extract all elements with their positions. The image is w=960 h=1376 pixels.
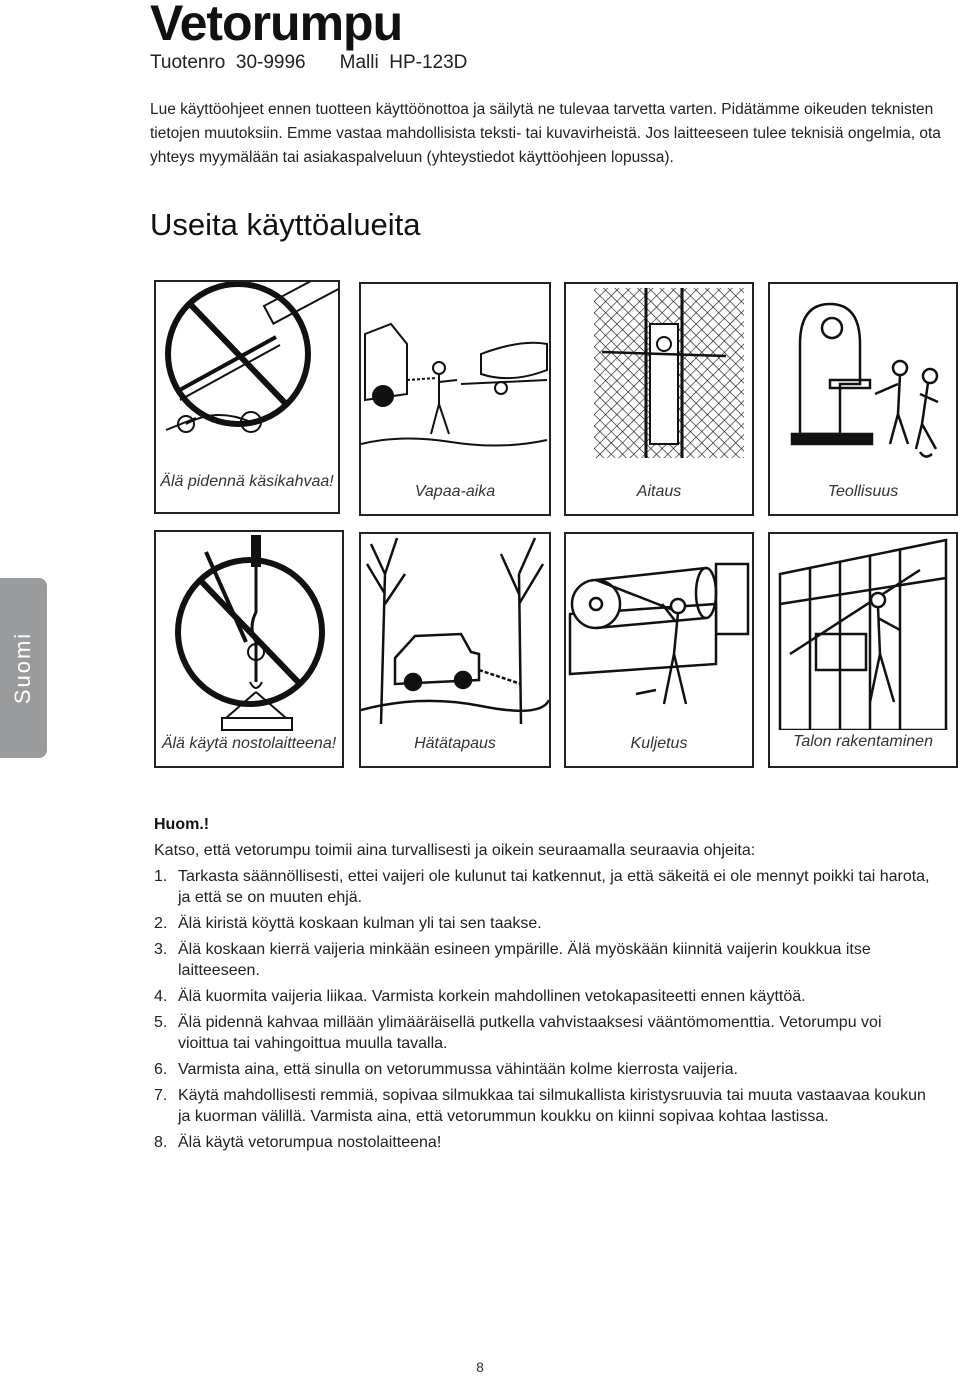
note-intro: Katso, että vetorumpu toimii aina turvallisesti ja oikein seuraamalla seuraavia ohjeita: [154,842,756,859]
language-tab-label: Suomi [10,631,35,705]
note-title: Huom.! [154,816,210,833]
caption-leisure: Vapaa-aika [414,483,496,500]
list-item: 5. Älä pidennä kahvaa millään ylimääräisellä putkella vahvistaaksesi vääntömomenttia. Vetorumpu voi vioittua tai vahingoittua muulla tavalla. [154,1014,882,1052]
panel-industry [768,282,958,516]
list-item: 4. Älä kuormita vaijeria liikaa. Varmista korkein mahdollinen vetokapasiteetti ennen käyttöä. [154,988,806,1005]
section-heading: Useita käyttöalueita [150,207,421,242]
truck-load-icon [566,534,752,730]
caption-emergency: Hätätapaus [414,735,496,752]
panel-house-building [768,532,958,768]
language-tab [0,578,47,758]
page-number: 8 [476,1359,484,1375]
caption-industry: Teollisuus [827,483,899,500]
caption-no-extended-handle: Älä pidennä käsikahvaa! [160,473,334,490]
panel-emergency [359,532,551,768]
caption-no-lifting: Älä käytä nostolaitteena! [161,735,337,752]
fence-icon [566,284,752,464]
list-item: 2. Älä kiristä köyttä koskaan kulman yli tai sen taakse. [154,915,542,932]
list-item: 6. Varmista aina, että sinulla on vetorummussa vähintään kolme kierrosta vaijeria. [154,1061,738,1078]
industrial-machine-icon [770,284,956,464]
panel-no-lifting [154,530,344,768]
page-title: Vetorumpu [150,0,403,51]
list-item: 3. Älä koskaan kierrä vaijeria minkään esineen ympärille. Älä myöskään kiinnitä vaijerin koukkua itse laitteeseen. [154,941,871,979]
panel-fence [564,282,754,516]
no-lifting-icon [156,532,342,732]
panel-no-extended-handle [154,280,340,514]
intro-text: Lue käyttöohjeet ennen tuotteen käyttöönottoa ja säilytä ne tulevaa tarvetta varten. Pidätämme oikeuden teknisten tietojen muutoksiin. Emme vastaa mahdollisista teksti- tai kuvavirheistä. Jos laitteeseen tulee teknisiä ongelmia, ota yhteys myymälään tai asiakaspalveluun (yhteystiedot käyttöohjeen lopussa). [150,101,941,166]
product-number: Tuotenro 30-9996 [150,52,306,73]
caption-fence: Aitaus [636,483,682,500]
no-extended-handle-icon [156,282,338,462]
panel-leisure [359,282,551,516]
caption-transport: Kuljetus [630,735,688,752]
list-item: 1. Tarkasta säännöllisesti, ettei vaijeri ole kulunut tai katkennut, ja että säkeitä ei ole mennyt poikki tai harota, ja että se on muuten ehjä. [154,868,930,906]
panel-transport [564,532,754,768]
car-tree-emergency-icon [361,534,549,730]
product-info [150,52,467,74]
list-item: 8. Älä käytä vetorumpua nostolaitteena! [154,1134,442,1151]
boat-trailer-icon [361,284,549,464]
model-number: Malli HP-123D [339,52,468,73]
list-item: 7. Käytä mahdollisesti remmiä, sopivaa silmukkaa tai silmukallista kiristysruuvia tai muuta vastaavaa koukun ja kuorman välillä. Varmista aina, että vetorummun koukku on kiinni sopivaa kohtaa lastissa. [154,1087,926,1125]
safety-rules-list [154,866,934,1158]
house-frame-icon [770,534,956,730]
caption-house-building: Talon rakentaminen [793,733,933,750]
